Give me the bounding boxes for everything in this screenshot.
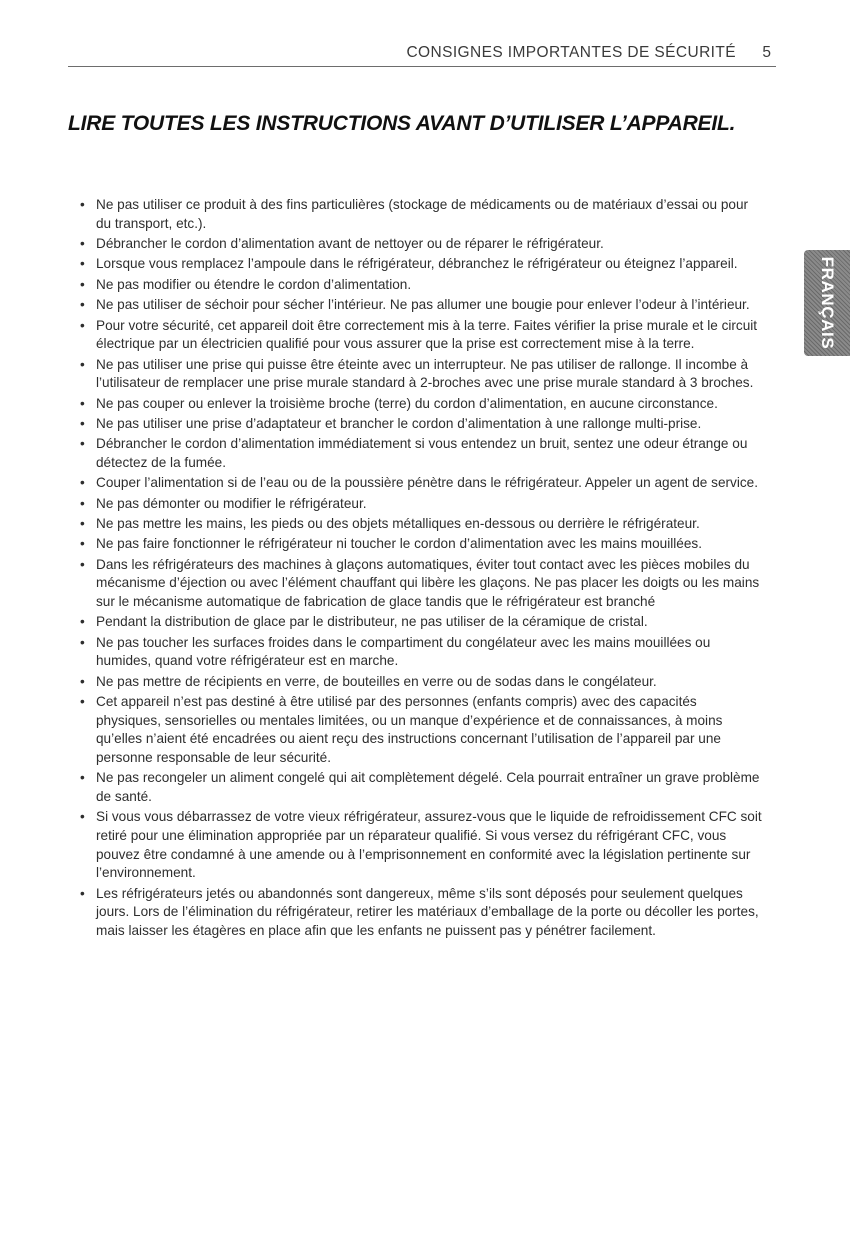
instruction-item: • Lorsque vous remplacez l’ampoule dans le réfrigérateur, débranchez le réfrigérateur ou éteignez l’appareil.	[80, 255, 762, 274]
instruction-item: • Ne pas démonter ou modifier le réfrigérateur.	[80, 495, 762, 514]
instruction-item: • Ne pas mettre les mains, les pieds ou des objets métalliques en-dessous ou derrière le réfrigérateur.	[80, 515, 762, 534]
instruction-item: • Pour votre sécurité, cet appareil doit être correctement mis à la terre. Faites vérifier la prise murale et le circuit électrique par un électricien qualifié pour vous assurer que la prise est correctement mise à la terre.	[80, 317, 762, 354]
instruction-item: • Dans les réfrigérateurs des machines à glaçons automatiques, éviter tout contact avec les pièces mobiles du mécanisme d’éjection ou avec l’élément chauffant qui libère les glaçons. Ne pas placer les doigts ou les mains sur le mécanisme automatique de fabrication de glace tandis que le réfrigérateur est branché	[80, 556, 762, 612]
instruction-item: • Ne pas mettre de récipients en verre, de bouteilles en verre ou de sodas dans le congélateur.	[80, 673, 762, 692]
instruction-item: • Ne pas faire fonctionner le réfrigérateur ni toucher le cordon d’alimentation avec les mains mouillées.	[80, 535, 762, 554]
instruction-item: • Ne pas toucher les surfaces froides dans le compartiment du congélateur avec les mains mouillées ou humides, quand votre réfrigérateur est en marche.	[80, 634, 762, 671]
instruction-list	[80, 196, 762, 942]
section-title: CONSIGNES IMPORTANTES DE SÉCURITÉ	[406, 44, 736, 61]
page-number: 5	[762, 44, 771, 61]
instruction-item: • Si vous vous débarrassez de votre vieux réfrigérateur, assurez-vous que le liquide de refroidissement CFC soit retiré pour une élimination appropriée par un réparateur qualifié. Si vous versez du réfrigérant CFC, vous pouvez être condamné à une amende ou à l’emprisonnement en conformité avec la législation pertinente sur l’environnement.	[80, 808, 762, 882]
language-tab-label: FRANÇAIS	[818, 256, 837, 350]
instruction-item: • Couper l’alimentation si de l’eau ou de la poussière pénètre dans le réfrigérateur. Appeler un agent de service.	[80, 474, 762, 493]
main-title: LIRE TOUTES LES INSTRUCTIONS AVANT D’UTILISER L’APPAREIL.	[68, 112, 736, 135]
language-tab	[804, 250, 850, 356]
instruction-item: • Ne pas modifier ou étendre le cordon d’alimentation.	[80, 276, 762, 295]
instruction-item: • Pendant la distribution de glace par le distributeur, ne pas utiliser de la céramique de cristal.	[80, 613, 762, 632]
instruction-item: • Cet appareil n’est pas destiné à être utilisé par des personnes (enfants compris) avec des capacités physiques, sensorielles ou mentales limitées, ou un manque d’expérience et de connaissances, à moins qu’elles n’aient été encadrées ou aient reçu des instructions concernant l’utilisation de l’appareil par une personne responsable de leur sécurité.	[80, 693, 762, 767]
instruction-item: • Ne pas utiliser une prise qui puisse être éteinte avec un interrupteur. Ne pas utiliser de rallonge. Il incombe à l’utilisateur de remplacer une prise murale standard à 2-broches avec une prise murale standard à 3 broches.	[80, 356, 762, 393]
instruction-item: • Ne pas utiliser une prise d’adaptateur et brancher le cordon d’alimentation à une rallonge multi-prise.	[80, 415, 762, 434]
instruction-item: • Débrancher le cordon d’alimentation immédiatement si vous entendez un bruit, sentez une odeur étrange ou détectez de la fumée.	[80, 435, 762, 472]
instruction-item: • Ne pas utiliser de séchoir pour sécher l’intérieur. Ne pas allumer une bougie pour enlever l’odeur à l’intérieur.	[80, 296, 762, 315]
instruction-item: • Ne pas utiliser ce produit à des fins particulières (stockage de médicaments ou de matériaux d’essai ou pour du transport, etc.).	[80, 196, 762, 233]
instruction-item: • Ne pas recongeler un aliment congelé qui ait complètement dégelé. Cela pourrait entraîner un grave problème de santé.	[80, 769, 762, 806]
instruction-item: • Débrancher le cordon d’alimentation avant de nettoyer ou de réparer le réfrigérateur.	[80, 235, 762, 254]
instruction-item: • Ne pas couper ou enlever la troisième broche (terre) du cordon d’alimentation, en aucune circonstance.	[80, 395, 762, 414]
instruction-item: • Les réfrigérateurs jetés ou abandonnés sont dangereux, même s’ils sont déposés pour seulement quelques jours. Lors de l’élimination du réfrigérateur, retirer les matériaux d’emballage de la porte ou décoller les portes, mais laisser les étagères en place afin que les enfants ne puissent pas y pénétrer facilement.	[80, 885, 762, 941]
page-header	[68, 40, 776, 67]
